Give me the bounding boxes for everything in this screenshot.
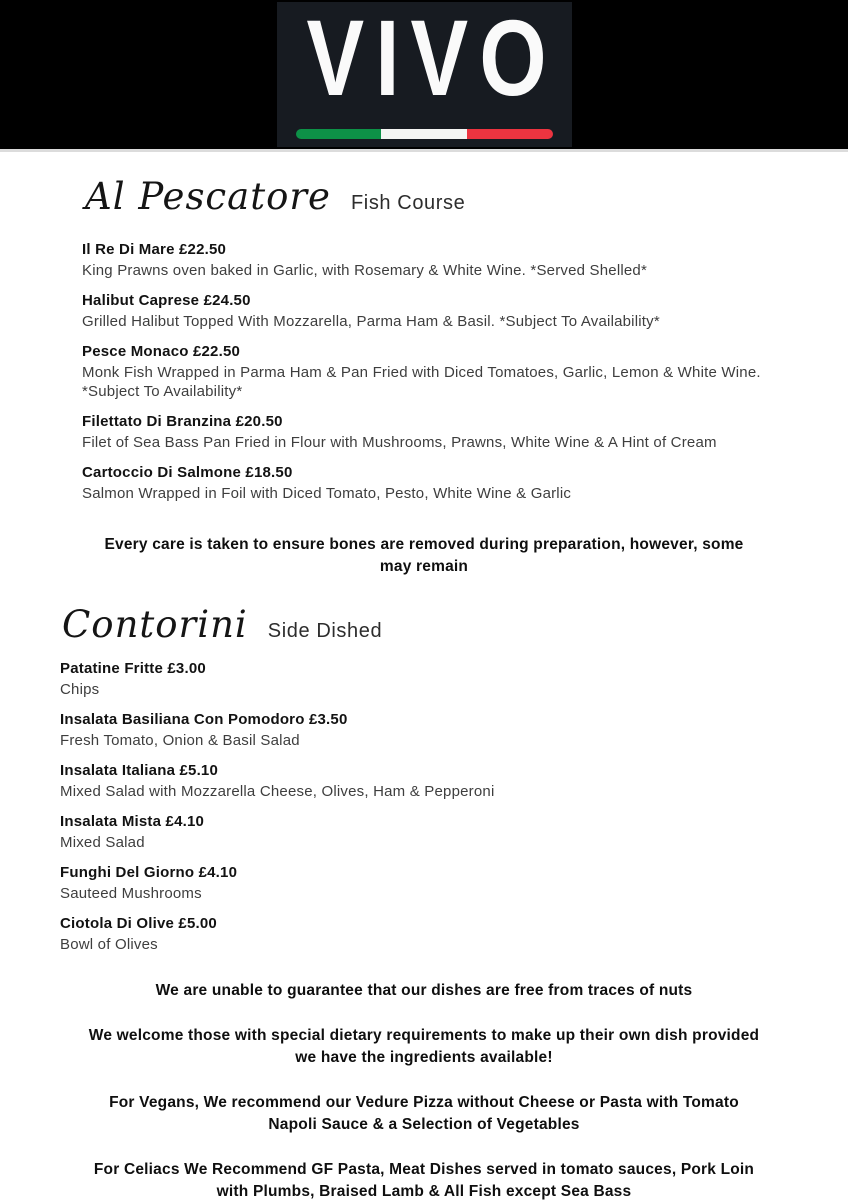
dietary-note-line1: We welcome those with special dietary requirements to make up their own dish provided — [88, 1027, 760, 1044]
fish-subtitle: Fish Course — [350, 192, 466, 214]
item-name: Ciotola Di Olive £5.00 — [60, 915, 217, 932]
item-name: Il Re Di Mare £22.50 — [82, 241, 227, 258]
nuts-disclaimer-line1: We are unable to guarantee that our dishes are free from traces of nuts — [155, 982, 693, 999]
sides-script-title: Contorini — [62, 603, 248, 646]
menu-item-insalata-italiana — [60, 761, 750, 801]
sides-subtitle: Side Dished — [267, 620, 383, 642]
item-description: Bowl of Olives — [60, 936, 158, 953]
nuts-disclaimer — [0, 980, 848, 1002]
item-description: King Prawns oven baked in Garlic, with Rosemary & White Wine. *Served Shelled* — [82, 262, 648, 279]
celiac-recommendation-note — [0, 1159, 848, 1203]
dietary-requirements-note — [0, 1025, 848, 1069]
celiac-note-line2: with Plumbs, Braised Lamb & All Fish except Sea Bass — [216, 1183, 632, 1200]
vegan-recommendation-note — [0, 1092, 848, 1136]
menu-item-ciotola-di-olive — [60, 914, 750, 954]
menu-item-cartoccio-di-salmone — [82, 463, 772, 503]
item-name: Patatine Fritte £3.00 — [60, 660, 206, 677]
fish-course-heading — [82, 174, 790, 226]
item-name: Insalata Basiliana Con Pomodoro £3.50 — [60, 711, 348, 728]
item-name: Halibut Caprese £24.50 — [82, 292, 251, 309]
item-description: Grilled Halibut Topped With Mozzarella, Parma Ham & Basil. *Subject To Availability* — [82, 313, 660, 330]
item-description: Filet of Sea Bass Pan Fried in Flour with Mushrooms, Prawns, White Wine & A Hint of Cream — [82, 434, 717, 451]
item-description: Mixed Salad — [60, 834, 145, 851]
italian-flag-stripe — [296, 129, 553, 139]
side-dishes-heading — [60, 602, 790, 654]
side-dishes-section — [0, 602, 848, 954]
item-description: Monk Fish Wrapped in Parma Ham & Pan Fried with Diced Tomatoes, Garlic, Lemon & White Wine. *Subject To Availability* — [82, 364, 761, 400]
item-name: Funghi Del Giorno £4.10 — [60, 864, 238, 881]
vivo-logo-text: VIVO — [306, 0, 558, 118]
vivo-logo — [277, 2, 572, 147]
item-description: Chips — [60, 681, 100, 698]
dietary-note-line2: we have the ingredients available! — [295, 1049, 553, 1066]
fish-course-section — [0, 174, 848, 503]
item-name: Insalata Italiana £5.10 — [60, 762, 219, 779]
bones-disclaimer-line2: may remain — [379, 558, 469, 575]
menu-item-pesce-monaco — [82, 342, 772, 401]
item-description: Fresh Tomato, Onion & Basil Salad — [60, 732, 300, 749]
menu-item-insalata-mista — [60, 812, 750, 852]
item-description: Mixed Salad with Mozzarella Cheese, Olives, Ham & Pepperoni — [60, 783, 495, 800]
flag-red-stripe — [467, 129, 553, 139]
menu-item-il-re-di-mare — [82, 240, 772, 280]
bones-disclaimer — [0, 534, 848, 578]
header-bar — [0, 0, 848, 152]
menu-item-patatine-fritte — [60, 659, 750, 699]
vegan-note-line2: Napoli Sauce & a Selection of Vegetables — [268, 1116, 580, 1133]
item-name: Cartoccio Di Salmone £18.50 — [82, 464, 293, 481]
vegan-note-line1: For Vegans, We recommend our Vedure Pizza without Cheese or Pasta with Tomato — [109, 1094, 739, 1111]
celiac-note-line1: For Celiacs We Recommend GF Pasta, Meat Dishes served in tomato sauces, Pork Loin — [93, 1161, 755, 1178]
menu-item-funghi-del-giorno — [60, 863, 750, 903]
menu-item-insalata-basiliana — [60, 710, 750, 750]
menu-item-halibut-caprese — [82, 291, 772, 331]
item-description: Sauteed Mushrooms — [60, 885, 202, 902]
item-name: Insalata Mista £4.10 — [60, 813, 205, 830]
flag-white-stripe — [381, 129, 467, 139]
footer-notes — [0, 980, 848, 1203]
item-name: Filettato Di Branzina £20.50 — [82, 413, 283, 430]
flag-green-stripe — [296, 129, 382, 139]
bones-disclaimer-line1: Every care is taken to ensure bones are removed during preparation, however, some — [104, 536, 744, 553]
menu-item-filettato-di-branzina — [82, 412, 772, 452]
fish-script-title: Al Pescatore — [85, 175, 331, 218]
item-name: Pesce Monaco £22.50 — [82, 343, 241, 360]
item-description: Salmon Wrapped in Foil with Diced Tomato, Pesto, White Wine & Garlic — [82, 485, 572, 502]
